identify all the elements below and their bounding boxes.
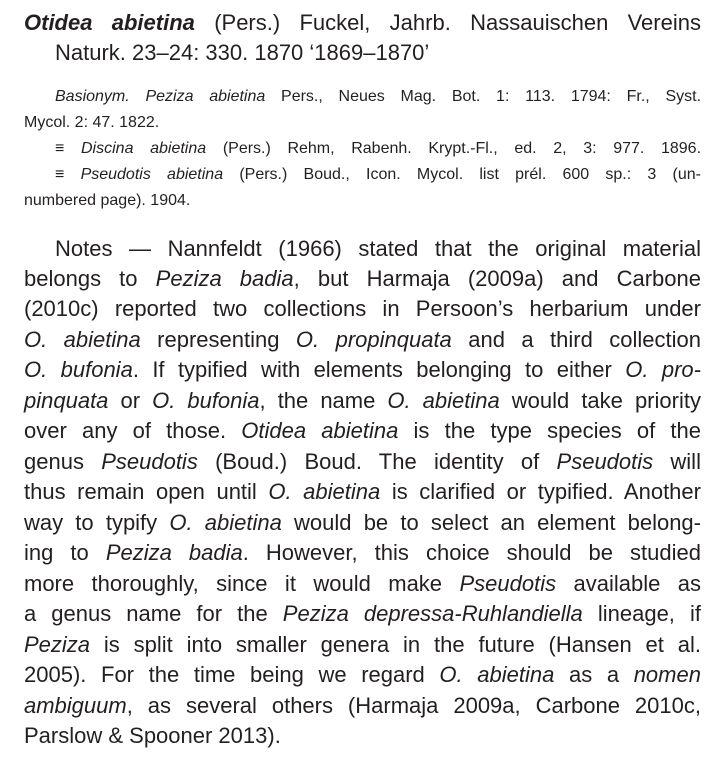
notes-line: O. bufonia. If typified with elements belonging to either O. pro- xyxy=(24,357,701,382)
basionym-line xyxy=(55,88,701,106)
identity-symbol: ≡ xyxy=(55,140,65,157)
notes-line: pinquata or O. bufonia, the name O. abietina would take priority xyxy=(24,388,701,413)
synonym-name: Discina abietina xyxy=(81,140,207,157)
notes-line: way to typify O. abietina would be to select an element belong- xyxy=(24,510,701,535)
notes-line: genus Pseudotis (Boud.) Boud. The identity of Pseudotis will xyxy=(24,449,701,474)
basionym-name: Peziza abietina xyxy=(145,88,266,105)
synonym-pseudotis-line-2: numbered page). 1904. xyxy=(24,192,191,209)
notes-line: (2010c) reported two collections in Persoon’s herbarium under xyxy=(24,296,701,321)
notes-line: a genus name for the Peziza depressa-Ruhlandiella lineage, if xyxy=(24,601,701,626)
notes-line: belongs to Peziza badia, but Harmaja (2009a) and Carbone xyxy=(24,266,701,291)
notes-line: Peziza is split into smaller genera in the future (Hansen et al. xyxy=(24,632,701,657)
identity-symbol: ≡ xyxy=(55,166,65,183)
basionym-label: Basionym. xyxy=(55,88,130,105)
synonym-pseudotis xyxy=(55,166,701,184)
synonym-citation: (Pers.) Rehm, Rabenh. Krypt.-Fl., ed. 2, 3: 977. 1896. xyxy=(222,140,702,157)
synonym-name: Pseudotis abietina xyxy=(80,166,224,183)
notes-line: O. abietina representing O. propinquata and a third collection xyxy=(24,327,701,352)
basionym-line-2: Mycol. 2: 47. 1822. xyxy=(24,114,160,131)
notes-line: Parslow & Spooner 2013). xyxy=(24,723,281,748)
notes-line: thus remain open until O. abietina is clarified or typified. Another xyxy=(24,479,701,504)
notes-line: Notes — Nannfeldt (1966) stated that the original material xyxy=(55,236,701,261)
species-citation: Naturk. 23–24: 330. 1870 ‘1869–1870’ xyxy=(55,40,430,65)
notes-line: more thoroughly, since it would make Pseudotis available as xyxy=(24,571,702,596)
notes-line: 2005). For the time being we regard O. abietina as a nomen xyxy=(24,662,701,687)
synonym-discina xyxy=(55,140,701,158)
synonym-citation: (Pers.) Boud., Icon. Mycol. list prél. 600 sp.: 3 (un- xyxy=(239,166,701,183)
species-heading xyxy=(24,10,701,36)
species-name: Otidea abietina xyxy=(24,10,195,35)
notes-line: ambiguum, as several others (Harmaja 2009a, Carbone 2010c, xyxy=(24,693,701,718)
notes-line: over any of those. Otidea abietina is the type species of the xyxy=(24,418,701,443)
notes-line: ing to Peziza badia. However, this choice should be studied xyxy=(24,540,701,565)
species-authority: (Pers.) Fuckel, Jahrb. Nassauischen Vereins xyxy=(214,10,701,35)
basionym-citation: Pers., Neues Mag. Bot. 1: 113. 1794: Fr., Syst. xyxy=(281,88,702,105)
